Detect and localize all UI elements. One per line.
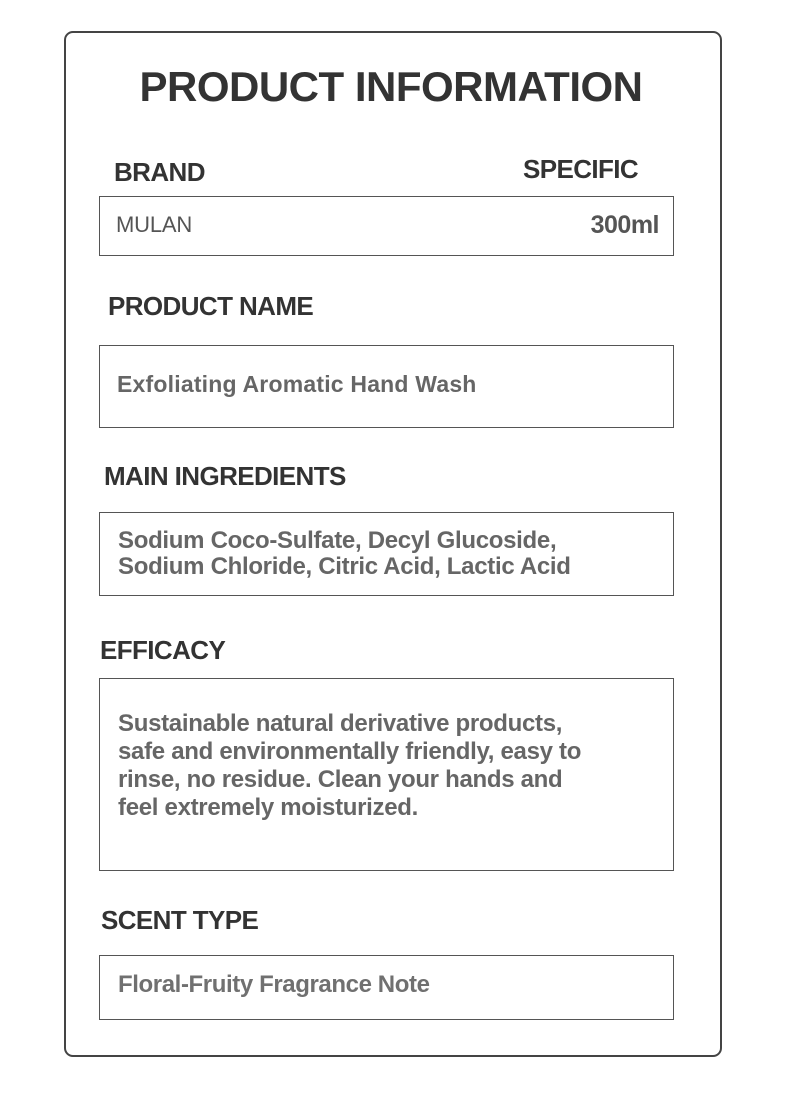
- product-name-value: Exfoliating Aromatic Hand Wash: [117, 371, 477, 397]
- brand-value: MULAN: [116, 212, 193, 237]
- scent-type-value: Floral-Fruity Fragrance Note: [118, 971, 430, 998]
- scent-type-label: SCENT TYPE: [101, 905, 259, 935]
- product-name-label: PRODUCT NAME: [108, 291, 314, 321]
- main-ingredients-label: MAIN INGREDIENTS: [104, 461, 346, 491]
- efficacy-line: Sustainable natural derivative products,: [118, 710, 563, 737]
- ingredients-line: Sodium Chloride, Citric Acid, Lactic Acid: [118, 553, 571, 580]
- efficacy-line: feel extremely moisturized.: [118, 794, 419, 821]
- page-title: PRODUCT INFORMATION: [139, 63, 643, 110]
- brand-label: BRAND: [114, 157, 205, 187]
- efficacy-value: [118, 710, 581, 822]
- efficacy-label: EFFICACY: [100, 635, 226, 665]
- main-ingredients-value: [118, 527, 571, 581]
- efficacy-line: safe and environmentally friendly, easy to: [118, 738, 582, 765]
- efficacy-line: rinse, no residue. Clean your hands and: [118, 766, 563, 793]
- ingredients-line: Sodium Coco-Sulfate, Decyl Glucoside,: [118, 527, 557, 554]
- specific-label: SPECIFIC: [523, 154, 639, 184]
- specific-value: 300ml: [590, 211, 659, 239]
